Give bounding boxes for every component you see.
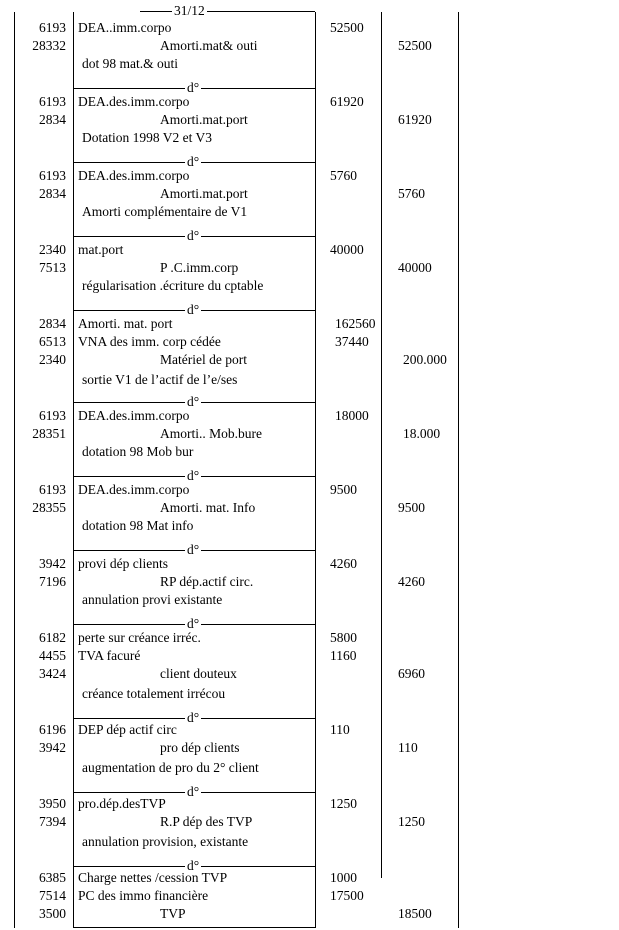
credit-amount: 4260: [398, 574, 425, 589]
account-number: 7196: [39, 574, 66, 589]
credit-amount: 61920: [398, 112, 432, 127]
credit-amount: 6960: [398, 666, 425, 681]
debit-account-label: DEA.des.imm.corpo: [78, 408, 190, 423]
debit-amount: 1250: [330, 796, 357, 811]
credit-account-label: Amorti.mat.port: [160, 186, 248, 201]
debit-amount: 40000: [330, 242, 364, 257]
debit-amount: 52500: [330, 20, 364, 35]
credit-amount: 110: [398, 740, 418, 755]
account-number: 6193: [39, 94, 66, 109]
credit-account-label: Amorti.mat.port: [160, 112, 248, 127]
account-number: 6513: [39, 334, 66, 349]
debit-account-label: DEA.des.imm.corpo: [78, 168, 190, 183]
account-number: 2340: [39, 352, 66, 367]
debit-account-label: DEA.des.imm.corpo: [78, 482, 190, 497]
entry-memo: régularisation .écriture du cptable: [82, 278, 264, 293]
credit-account-label: Amorti.mat& outi: [160, 38, 258, 53]
debit-account-label: TVA facuré: [78, 648, 141, 663]
entry-separator-label: d°: [187, 710, 200, 725]
debit-amount: 17500: [330, 888, 364, 903]
debit-account-label: DEP dép actif circ: [78, 722, 177, 737]
account-number: 7513: [39, 260, 66, 275]
account-number: 3942: [39, 556, 66, 571]
credit-amount: 40000: [398, 260, 432, 275]
entry-memo: dotation 98 Mob bur: [82, 444, 194, 459]
left-border: [14, 12, 15, 928]
entry-separator-label: d°: [187, 228, 200, 243]
debit-account-label: Charge nettes /cession TVP: [78, 870, 228, 885]
account-number: 2340: [39, 242, 66, 257]
account-number: 6196: [39, 722, 66, 737]
account-number: 28351: [32, 426, 66, 441]
debit-amount: 162560: [335, 316, 376, 331]
debit-account-label: mat.port: [78, 242, 124, 257]
credit-account-label: Amorti.. Mob.bure: [160, 426, 262, 441]
account-number: 28355: [32, 500, 66, 515]
credit-amount: 18500: [398, 906, 432, 921]
credit-account-label: Matériel de port: [160, 352, 247, 367]
credit-amount: 5760: [398, 186, 425, 201]
bottom-rule: [73, 927, 315, 928]
debit-amount: 5760: [330, 168, 357, 183]
account-number: 7514: [39, 888, 66, 903]
entry-separator-label: d°: [187, 858, 200, 873]
credit-account-label: P .C.imm.corp: [160, 260, 239, 275]
account-number: 3424: [39, 666, 66, 681]
account-number: 6385: [39, 870, 66, 885]
entry-separator-label: d°: [187, 80, 200, 95]
credit-account-label: client douteux: [160, 666, 237, 681]
credit-amount: 18.000: [403, 426, 441, 441]
debit-amount: 61920: [330, 94, 364, 109]
debit-amount: 9500: [330, 482, 357, 497]
debit-column-right-rule: [381, 12, 382, 878]
label-column-right-rule: [315, 12, 316, 928]
credit-account-label: RP dép.actif circ.: [160, 574, 254, 589]
entry-memo: dot 98 mat.& outi: [82, 56, 178, 71]
account-number: 28332: [32, 38, 66, 53]
entry-memo: dotation 98 Mat info: [82, 518, 194, 533]
label-column-left-rule: [73, 12, 74, 928]
debit-account-label: pro.dép.desTVP: [78, 796, 166, 811]
entry-separator-label: d°: [187, 302, 200, 317]
debit-account-label: VNA des imm. corp cédée: [78, 334, 221, 349]
credit-amount: 200.000: [403, 352, 447, 367]
credit-account-label: TVP: [160, 906, 186, 921]
debit-account-label: Amorti. mat. port: [78, 316, 173, 331]
entry-memo: augmentation de pro du 2° client: [82, 760, 259, 775]
debit-account-label: DEA.des.imm.corpo: [78, 94, 190, 109]
account-number: 6193: [39, 20, 66, 35]
entry-separator-label: d°: [187, 394, 200, 409]
entry-memo: annulation provi existante: [82, 592, 223, 607]
debit-account-label: DEA..imm.corpo: [78, 20, 172, 35]
right-border: [458, 12, 459, 928]
entry-separator-label: d°: [187, 468, 200, 483]
debit-amount: 18000: [335, 408, 369, 423]
account-number: 2834: [39, 112, 66, 127]
debit-amount: 1000: [330, 870, 357, 885]
credit-account-label: R.P dép des TVP: [160, 814, 253, 829]
entry-separator-label: d°: [187, 154, 200, 169]
account-number: 2834: [39, 316, 66, 331]
account-number: 3942: [39, 740, 66, 755]
debit-amount: 4260: [330, 556, 357, 571]
debit-account-label: PC des immo financière: [78, 888, 209, 903]
account-number: 6182: [39, 630, 66, 645]
account-number: 6193: [39, 168, 66, 183]
credit-amount: 1250: [398, 814, 425, 829]
account-number: 3950: [39, 796, 66, 811]
debit-amount: 37440: [335, 334, 369, 349]
entry-separator-label: d°: [187, 784, 200, 799]
debit-account-label: perte sur créance irréc.: [78, 630, 201, 645]
entry-memo: annulation provision, existante: [82, 834, 249, 849]
debit-amount: 1160: [330, 648, 357, 663]
account-number: 3500: [39, 906, 66, 921]
credit-amount: 52500: [398, 38, 432, 53]
top-date-rule: [140, 11, 315, 12]
debit-account-label: provi dép clients: [78, 556, 168, 571]
credit-account-label: pro dép clients: [160, 740, 240, 755]
entry-memo: Amorti complémentaire de V1: [82, 204, 248, 219]
entry-memo: sortie V1 de l’actif de l’e/ses: [82, 372, 238, 387]
debit-amount: 110: [330, 722, 350, 737]
entry-memo: Dotation 1998 V2 et V3: [82, 130, 212, 145]
entry-separator-label: d°: [187, 542, 200, 557]
credit-amount: 9500: [398, 500, 425, 515]
date-header: 31/12: [174, 3, 205, 18]
debit-amount: 5800: [330, 630, 357, 645]
account-number: 6193: [39, 482, 66, 497]
account-number: 4455: [39, 648, 66, 663]
account-number: 7394: [39, 814, 66, 829]
account-number: 2834: [39, 186, 66, 201]
entry-separator-label: d°: [187, 616, 200, 631]
credit-account-label: Amorti. mat. Info: [160, 500, 256, 515]
entry-memo: créance totalement irrécou: [82, 686, 226, 701]
account-number: 6193: [39, 408, 66, 423]
